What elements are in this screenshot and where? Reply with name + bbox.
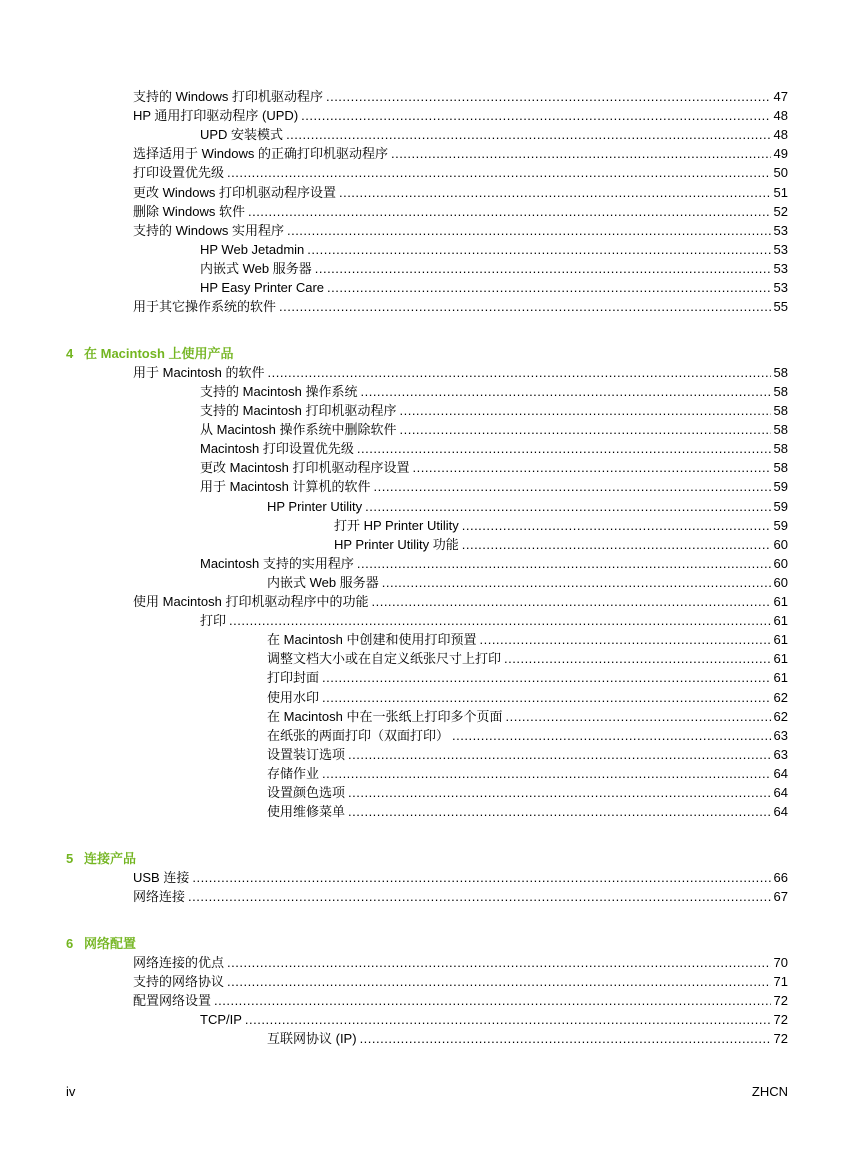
toc-entry[interactable] <box>267 631 788 649</box>
toc-entry-page: 61 <box>773 594 788 609</box>
toc-entry-title: 删除 Windows 软件 <box>133 203 245 219</box>
toc-entry-page: 63 <box>773 727 788 743</box>
toc-entry-title: 用于 Macintosh 计算机的软件 <box>200 479 371 495</box>
toc-entry[interactable] <box>200 279 788 297</box>
footer-locale: ZHCN <box>751 1084 788 1099</box>
toc-entry-page: 59 <box>773 517 788 533</box>
dot-leader <box>227 954 771 972</box>
toc-entry[interactable] <box>133 88 788 106</box>
toc-entry-page: 58 <box>773 441 788 457</box>
dot-leader <box>479 631 770 649</box>
toc-entry-page: 61 <box>773 632 788 648</box>
toc-entry-page: 70 <box>773 954 788 970</box>
toc-entry[interactable] <box>267 669 788 687</box>
toc-entry[interactable] <box>133 298 788 316</box>
toc-entry-title: TCP/IP <box>200 1011 242 1027</box>
chapter-heading[interactable] <box>66 850 136 868</box>
toc-entry-title: 更改 Macintosh 打印机驱动程序设置 <box>200 460 410 476</box>
toc-entry-title: UPD 安装模式 <box>200 127 284 143</box>
toc-entry-title: 支持的 Macintosh 打印机驱动程序 <box>200 403 397 418</box>
dot-leader <box>327 279 771 297</box>
toc-entry-title: 互联网协议 (IP) <box>267 1031 357 1046</box>
chapter-number: 4 <box>66 345 74 361</box>
toc-entry-page: 67 <box>773 888 788 904</box>
toc-entry[interactable] <box>133 954 788 972</box>
toc-entry-title: 配置网络设置 <box>133 992 212 1008</box>
toc-entry-title: 内嵌式 Web 服务器 <box>267 574 379 590</box>
toc-entry-title: 打印设置优先级 <box>133 165 225 181</box>
toc-entry-title: 从 Macintosh 操作系统中删除软件 <box>200 422 397 438</box>
dot-leader <box>357 440 771 458</box>
toc-entry[interactable] <box>133 184 788 202</box>
toc-entry[interactable] <box>133 973 788 991</box>
toc-entry-page: 58 <box>773 383 788 399</box>
toc-entry-page: 61 <box>773 670 788 686</box>
toc-entry[interactable] <box>200 241 788 259</box>
dot-leader <box>462 517 771 535</box>
dot-leader <box>399 402 770 420</box>
dot-leader <box>504 650 771 668</box>
dot-leader <box>322 689 771 707</box>
dot-leader <box>279 298 771 316</box>
toc-entry-page: 61 <box>773 651 788 667</box>
toc-entry[interactable] <box>133 364 788 382</box>
toc-entry-page: 53 <box>773 260 788 276</box>
dot-leader <box>227 973 771 991</box>
toc-entry-title: Macintosh 支持的实用程序 <box>200 555 354 571</box>
toc-entry-page: 53 <box>773 280 788 295</box>
toc-entry[interactable] <box>133 593 788 611</box>
dot-leader <box>348 746 771 764</box>
toc-entry[interactable] <box>200 459 788 477</box>
toc-entry-page: 58 <box>773 403 788 418</box>
toc-entry-title: 打印 <box>200 613 227 629</box>
dot-leader <box>227 164 771 182</box>
dot-leader <box>322 765 771 783</box>
toc-entry-page: 50 <box>773 165 788 181</box>
toc-entry-page: 53 <box>773 241 788 257</box>
dot-leader <box>192 869 770 887</box>
toc-entry[interactable] <box>267 803 788 821</box>
toc-entry-title: 调整文档大小或在自定义纸张尺寸上打印 <box>267 651 502 667</box>
dot-leader <box>365 498 770 516</box>
toc-entry-title: 设置装订选项 <box>267 746 346 762</box>
toc-entry-page: 59 <box>773 498 788 514</box>
toc-entry-page: 64 <box>773 804 788 820</box>
toc-entry-title: Macintosh 打印设置优先级 <box>200 441 354 457</box>
toc-entry[interactable] <box>133 869 788 887</box>
toc-entry-title: USB 连接 <box>133 869 190 885</box>
toc-entry-page: 58 <box>773 460 788 476</box>
toc-entry-title: 在 Macintosh 中创建和使用打印预置 <box>267 632 477 648</box>
toc-entry-page: 49 <box>773 146 788 162</box>
dot-leader <box>505 708 770 726</box>
toc-entry-page: 55 <box>773 299 788 315</box>
toc-entry-page: 66 <box>773 869 788 885</box>
toc-entry-title: HP Printer Utility 功能 <box>334 536 459 552</box>
chapter-heading[interactable] <box>66 935 136 953</box>
toc-entry-title: 在纸张的两面打印（双面打印） <box>267 727 450 743</box>
dot-leader <box>188 888 771 906</box>
toc-entry-title: 存储作业 <box>267 765 320 781</box>
toc-entry[interactable] <box>133 992 788 1010</box>
toc-entry[interactable] <box>334 536 788 554</box>
toc-entry[interactable] <box>267 784 788 802</box>
toc-entry[interactable] <box>133 145 788 163</box>
dot-leader <box>412 459 770 477</box>
dot-leader <box>371 593 770 611</box>
toc-entry-page: 48 <box>773 127 788 143</box>
toc-entry-title: 网络连接 <box>133 888 186 904</box>
toc-entry-page: 60 <box>773 574 788 590</box>
dot-leader <box>357 555 771 573</box>
dot-leader <box>348 803 771 821</box>
toc-entry[interactable] <box>133 888 788 906</box>
toc-entry-title: 网络连接的优点 <box>133 954 225 970</box>
chapter-number: 6 <box>66 935 74 951</box>
toc-entry-page: 53 <box>773 222 788 238</box>
toc-entry-title: 设置颜色选项 <box>267 785 346 800</box>
toc-entry[interactable] <box>267 746 788 764</box>
toc-entry-page: 62 <box>773 708 788 724</box>
dot-leader <box>315 260 771 278</box>
toc-entry[interactable] <box>200 260 788 278</box>
toc-entry-page: 51 <box>773 184 788 200</box>
toc-entry-page: 72 <box>773 1011 788 1027</box>
toc-entry[interactable] <box>200 1011 788 1029</box>
toc-entry[interactable] <box>267 689 788 707</box>
toc-entry-title: HP Easy Printer Care <box>200 280 325 295</box>
toc-entry-page: 62 <box>773 689 788 705</box>
toc-entry-page: 61 <box>773 613 788 629</box>
toc-entry-page: 48 <box>773 108 788 124</box>
toc-entry-title: 支持的 Windows 实用程序 <box>133 222 284 238</box>
toc-entry[interactable] <box>133 203 788 221</box>
toc-entry-page: 64 <box>773 765 788 781</box>
chapter-number: 5 <box>66 850 74 866</box>
toc-entry[interactable] <box>200 478 788 496</box>
toc-entry[interactable] <box>267 498 788 516</box>
dot-leader <box>214 992 771 1010</box>
toc-entry-page: 72 <box>773 1031 788 1046</box>
dot-leader <box>248 203 771 221</box>
toc-entry-page: 72 <box>773 992 788 1008</box>
dot-leader <box>229 612 771 630</box>
toc-entry[interactable] <box>267 727 788 745</box>
toc-entry[interactable] <box>200 421 788 439</box>
toc-entry-title: 选择适用于 Windows 的正确打印机驱动程序 <box>133 146 388 162</box>
dot-leader <box>373 478 770 496</box>
toc-entry-page: 60 <box>773 536 788 552</box>
toc-entry[interactable] <box>200 612 788 630</box>
toc-entry[interactable] <box>267 765 788 783</box>
toc-entry-title: 支持的网络协议 <box>133 973 225 989</box>
toc-entry[interactable] <box>334 517 788 535</box>
toc-entry-page: 64 <box>773 785 788 800</box>
toc-entry-page: 63 <box>773 746 788 762</box>
chapter-heading[interactable] <box>66 345 234 363</box>
toc-entry-title: 用于 Macintosh 的软件 <box>133 364 265 380</box>
dot-leader <box>399 421 770 439</box>
dot-leader <box>326 88 771 106</box>
toc-entry-title: 打开 HP Printer Utility <box>334 517 459 533</box>
toc-entry[interactable] <box>133 222 788 240</box>
toc-entry-page: 58 <box>773 364 788 380</box>
toc-entry-title: 支持的 Macintosh 操作系统 <box>200 383 358 399</box>
toc-entry[interactable] <box>200 402 788 420</box>
dot-leader <box>391 145 771 163</box>
toc-entry-title: 内嵌式 Web 服务器 <box>200 260 312 276</box>
toc-entry-page: 71 <box>773 973 788 989</box>
toc-entry-page: 60 <box>773 555 788 571</box>
toc-entry-page: 58 <box>773 422 788 438</box>
toc-entry-title: HP 通用打印驱动程序 (UPD) <box>133 108 299 124</box>
toc-entry-page: 59 <box>773 479 788 495</box>
toc-entry-title: 使用维修菜单 <box>267 804 346 820</box>
toc-entry-title: 支持的 Windows 打印机驱动程序 <box>133 89 323 104</box>
dot-leader <box>307 241 770 259</box>
toc-entry-title: 打印封面 <box>267 670 320 686</box>
dot-leader <box>267 364 770 382</box>
toc-entry[interactable] <box>267 574 788 592</box>
dot-leader <box>360 1030 771 1048</box>
chapter-title: 连接产品 <box>84 850 137 866</box>
toc-entry[interactable] <box>267 650 788 668</box>
dot-leader <box>462 536 771 554</box>
chapter-title: 网络配置 <box>84 935 137 951</box>
toc-entry-page: 52 <box>773 203 788 219</box>
toc-entry[interactable] <box>200 440 788 458</box>
dot-leader <box>339 184 771 202</box>
dot-leader <box>286 126 770 144</box>
footer-page-number: iv <box>66 1084 76 1099</box>
toc-entry[interactable] <box>267 1030 788 1048</box>
dot-leader <box>452 727 771 745</box>
toc-entry[interactable] <box>200 126 788 144</box>
toc-entry[interactable] <box>200 383 788 401</box>
toc-entry-title: 使用水印 <box>267 689 320 705</box>
dot-leader <box>360 383 770 401</box>
dot-leader <box>382 574 771 592</box>
toc-entry[interactable] <box>133 164 788 182</box>
toc-entry[interactable] <box>200 555 788 573</box>
toc-entry[interactable] <box>267 708 788 726</box>
dot-leader <box>322 669 771 687</box>
toc-entry-title: HP Web Jetadmin <box>200 241 305 257</box>
toc-entry-title: 更改 Windows 打印机驱动程序设置 <box>133 184 336 200</box>
toc-entry-title: 使用 Macintosh 打印机驱动程序中的功能 <box>133 594 369 609</box>
dot-leader <box>301 107 770 125</box>
toc-entry-title: 用于其它操作系统的软件 <box>133 299 277 315</box>
dot-leader <box>245 1011 771 1029</box>
toc-entry-title: HP Printer Utility <box>267 498 363 514</box>
chapter-title: 在 Macintosh 上使用产品 <box>84 345 234 361</box>
toc-entry[interactable] <box>133 107 788 125</box>
dot-leader <box>348 784 771 802</box>
dot-leader <box>287 222 771 240</box>
toc-entry-page: 47 <box>773 89 788 104</box>
toc-entry-title: 在 Macintosh 中在一张纸上打印多个页面 <box>267 708 503 724</box>
